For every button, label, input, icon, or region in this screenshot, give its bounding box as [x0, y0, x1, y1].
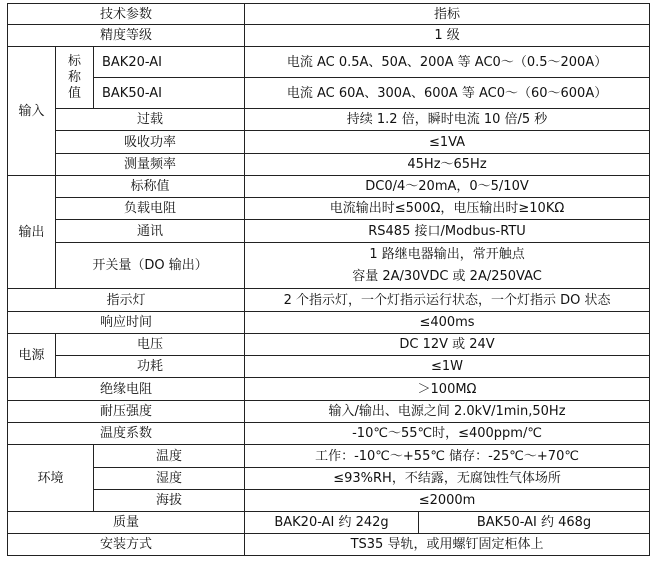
- row-label: 温度系数: [8, 423, 245, 445]
- row-label: 安装方式: [8, 534, 245, 556]
- mass-bak20: BAK20-AI 约 242g: [245, 512, 419, 534]
- table-row: [8, 154, 650, 176]
- row-value: DC 12V 或 24V: [245, 334, 650, 356]
- row-label: 耐压强度: [8, 401, 245, 423]
- row-value: ≤2000m: [245, 490, 650, 512]
- table-row: [8, 468, 650, 490]
- row-value: 电流 AC 0.5A、50A、200A 等 AC0～（0.5～200A）: [245, 47, 650, 78]
- spec-table: [7, 3, 650, 556]
- switch-line-1: 1 路继电器输出，常开触点: [369, 246, 525, 262]
- row-label: 电压: [56, 334, 245, 356]
- table-row: [8, 423, 650, 445]
- row-value: DC0/4～20mA，0～5/10V: [245, 176, 650, 198]
- row-value: 电流输出时≤500Ω，电压输出时≥10KΩ: [245, 198, 650, 220]
- table-row: [8, 47, 650, 78]
- row-value: 持续 1.2 倍，瞬时电流 10 倍/5 秒: [245, 109, 650, 131]
- row-label: 湿度: [94, 468, 245, 490]
- row-value: 45Hz～65Hz: [245, 154, 650, 176]
- row-value: ＞100MΩ: [245, 378, 650, 401]
- table-row: [8, 445, 650, 468]
- row-label: 指示灯: [8, 289, 245, 312]
- table-row: [8, 356, 650, 378]
- table-row: [8, 334, 650, 356]
- row-label: 吸收功率: [56, 131, 245, 154]
- row-value: 2 个指示灯，一个灯指示运行状态，一个灯指示 DO 状态: [245, 289, 650, 312]
- group-power-label: 电源: [8, 334, 56, 378]
- row-label: 精度等级: [8, 25, 245, 47]
- row-value: [245, 243, 650, 289]
- table-row: [8, 512, 650, 534]
- table-row: [8, 534, 650, 556]
- table-row: [8, 198, 650, 220]
- row-label: 质量: [8, 512, 245, 534]
- table-row: [8, 401, 650, 423]
- row-label: 过载: [56, 109, 245, 131]
- model-label: BAK20-AI: [94, 47, 245, 78]
- row-label: 通讯: [56, 220, 245, 243]
- row-label: 响应时间: [8, 312, 245, 334]
- row-label: 温度: [94, 445, 245, 468]
- row-value: ≤1VA: [245, 131, 650, 154]
- table-row: [8, 490, 650, 512]
- table-row: [8, 312, 650, 334]
- row-value: ≤1W: [245, 356, 650, 378]
- row-value: -10℃～55℃时，≤400ppm/℃: [245, 423, 650, 445]
- row-label: 绝缘电阻: [8, 378, 245, 401]
- model-label: BAK50-AI: [94, 78, 245, 109]
- table-row: [8, 289, 650, 312]
- group-output-label: 输出: [8, 176, 56, 289]
- group-input-label: 输入: [8, 47, 56, 176]
- table-row: [8, 378, 650, 401]
- header-param: 技术参数: [8, 4, 245, 25]
- header-value: 指标: [245, 4, 650, 25]
- row-value: 输入/输出、电源之间 2.0kV/1min,50Hz: [245, 401, 650, 423]
- row-value: ≤400ms: [245, 312, 650, 334]
- table-row: [8, 78, 650, 109]
- row-value: 1 级: [245, 25, 650, 47]
- row-label: 功耗: [56, 356, 245, 378]
- nominal-vertical-label: [56, 47, 94, 109]
- table-row: [8, 131, 650, 154]
- row-label: 负载电阻: [56, 198, 245, 220]
- row-label: 开关量（DO 输出）: [56, 243, 245, 289]
- row-label: 海拔: [94, 490, 245, 512]
- table-row: [8, 176, 650, 198]
- row-label: 测量频率: [56, 154, 245, 176]
- row-label: 标称值: [56, 176, 245, 198]
- table-row: [8, 4, 650, 25]
- table-row: [8, 25, 650, 47]
- nominal-char: 称: [67, 69, 81, 85]
- row-value: 工作：-10℃～+55℃ 储存：-25℃～+70℃: [245, 445, 650, 468]
- row-value: TS35 导轨，或用螺钉固定柜体上: [245, 534, 650, 556]
- table-row: [8, 109, 650, 131]
- group-env-label: 环境: [8, 445, 94, 512]
- switch-line-2: 容量 2A/30VDC 或 2A/250VAC: [352, 268, 542, 284]
- nominal-char: 标: [67, 53, 81, 69]
- table-row: [8, 243, 650, 289]
- row-value: RS485 接口/Modbus-RTU: [245, 220, 650, 243]
- row-value: 电流 AC 60A、300A、600A 等 AC0～（60～600A）: [245, 78, 650, 109]
- nominal-char: 值: [67, 85, 81, 101]
- table-row: [8, 220, 650, 243]
- mass-bak50: BAK50-AI 约 468g: [419, 512, 650, 534]
- row-value: ≤93%RH，不结露，无腐蚀性气体场所: [245, 468, 650, 490]
